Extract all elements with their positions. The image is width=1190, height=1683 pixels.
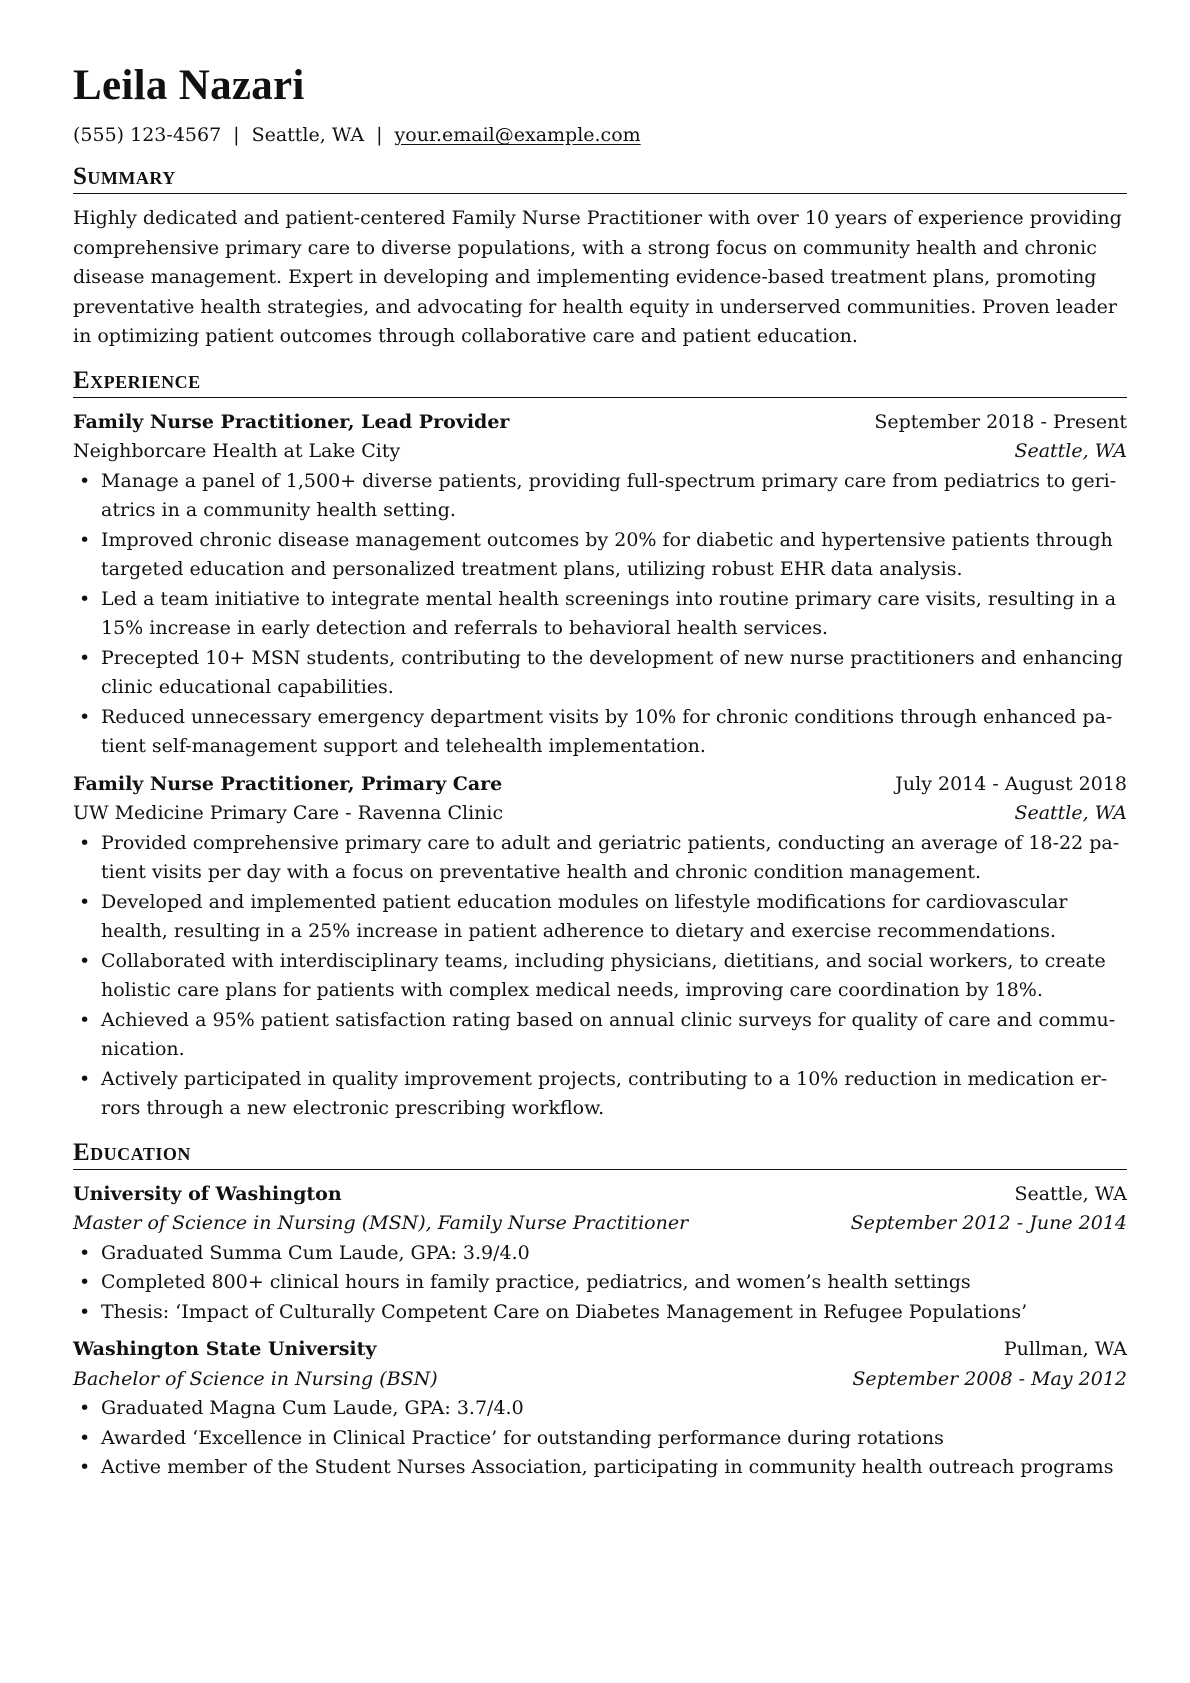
degree-dates: September 2008 - May 2012 — [852, 1367, 1127, 1390]
contact-separator: | — [233, 124, 240, 146]
contact-location: Seattle, WA — [251, 124, 365, 146]
education-section — [73, 1138, 1127, 1483]
candidate-name: Leila Nazari — [73, 62, 305, 109]
degree-row — [73, 1209, 1127, 1239]
list-item: • Manage a panel of 1,500+ diverse patients, providing full-spectrum primary care from pediatrics to geriatrics in a community health setting. — [73, 467, 1127, 526]
list-item: • Thesis: ‘Impact of Culturally Competent Care on Diabetes Management in Refugee Populations’ — [73, 1298, 1127, 1328]
list-item: • Actively participated in quality improvement projects, contributing to a 10% reduction in medication errors through a new electronic prescribing workflow. — [73, 1065, 1127, 1124]
job-employer: Neighborcare Health at Lake City — [73, 440, 401, 462]
list-item: • Graduated Magna Cum Laude, GPA: 3.7/4.0 — [73, 1394, 1127, 1424]
section-title-summary: Summary — [73, 162, 1127, 194]
degree-name: Master of Science in Nursing (MSN), Family Nurse Practitioner — [73, 1212, 689, 1234]
school-location: Seattle, WA — [1014, 1182, 1127, 1205]
list-item: • Completed 800+ clinical hours in family practice, pediatrics, and women’s health settings — [73, 1268, 1127, 1298]
job-location: Seattle, WA — [1014, 802, 1127, 824]
list-item: • Collaborated with interdisciplinary teams, including physicians, dietitians, and social workers, to create holistic care plans for patients with complex medical needs, improving care coordination by 18%. — [73, 947, 1127, 1006]
job-entry — [73, 408, 1127, 762]
job-employer: UW Medicine Primary Care - Ravenna Clinic — [73, 802, 504, 824]
education-entry — [73, 1335, 1127, 1483]
school-name: University of Washington — [73, 1182, 342, 1205]
list-item: • Reduced unnecessary emergency department visits by 10% for chronic conditions through enhanced patient self-management support and telehealth implementation. — [73, 703, 1127, 762]
school-name: Washington State University — [73, 1338, 377, 1360]
list-item: • Developed and implemented patient education modules on lifestyle modifications for cardiovascular health, resulting in a 25% increase in patient adherence to dietary and exercise recommendations. — [73, 888, 1127, 947]
job-header-row — [73, 770, 1127, 800]
list-item: • Improved chronic disease management outcomes by 20% for diabetic and hypertensive patients through targeted education and personalized treatment plans, utilizing robust EHR data analysis. — [73, 526, 1127, 585]
degree-dates: September 2012 - June 2014 — [850, 1212, 1127, 1234]
summary-section — [73, 162, 1127, 352]
school-header-row — [73, 1180, 1127, 1210]
job-dates: July 2014 - August 2018 — [895, 772, 1127, 795]
experience-section — [73, 366, 1127, 1124]
job-header-row — [73, 408, 1127, 438]
list-item: • Active member of the Student Nurses Association, participating in community health outreach programs — [73, 1453, 1127, 1483]
list-item: • Provided comprehensive primary care to adult and geriatric patients, conducting an average of 18-22 patient visits per day with a focus on preventative health and chronic condition management. — [73, 829, 1127, 888]
list-item: • Precepted 10+ MSN students, contributing to the development of new nurse practitioners and enhancing clinic educational capabilities. — [73, 644, 1127, 703]
job-entry — [73, 770, 1127, 1124]
job-bullets — [73, 829, 1127, 1124]
degree-row — [73, 1365, 1127, 1395]
email-link[interactable]: your.email@example.com — [394, 124, 641, 146]
list-item: • Graduated Summa Cum Laude, GPA: 3.9/4.0 — [73, 1239, 1127, 1269]
job-role: Family Nurse Practitioner, Primary Care — [73, 772, 503, 795]
phone-number: (555) 123-4567 — [73, 124, 222, 146]
school-location: Pullman, WA — [1003, 1338, 1127, 1360]
contact-line — [73, 122, 1127, 148]
list-item: • Led a team initiative to integrate mental health screenings into routine primary care visits, resulting in a 15% increase in early detection and referrals to behavioral health services. — [73, 585, 1127, 644]
job-employer-row — [73, 799, 1127, 829]
job-bullets — [73, 467, 1127, 762]
job-employer-row — [73, 437, 1127, 467]
degree-name: Bachelor of Science in Nursing (BSN) — [73, 1367, 438, 1390]
section-title-education: Education — [73, 1138, 1127, 1170]
section-title-experience: Experience — [73, 366, 1127, 398]
job-location: Seattle, WA — [1014, 440, 1127, 462]
job-role: Family Nurse Practitioner, Lead Provider — [73, 410, 510, 433]
job-dates: September 2018 - Present — [874, 410, 1127, 433]
education-bullets — [73, 1394, 1127, 1483]
list-item: • Awarded ‘Excellence in Clinical Practice’ for outstanding performance during rotations — [73, 1424, 1127, 1454]
summary-text: Highly dedicated and patient-centered Family Nurse Practitioner with over 10 years of experience providing comprehensive primary care to diverse populations, with a strong focus on community health and chronic disease management. Expert in developing and implementing evidence-based treatment plans, promoting preventative health strategies, and advocating for health equity in underserved communities. Proven leader in optimizing patient outcomes through collaborative care and patient education. — [73, 207, 1122, 347]
contact-separator: | — [376, 124, 383, 146]
list-item: • Achieved a 95% patient satisfaction rating based on annual clinic surveys for quality of care and communication. — [73, 1006, 1127, 1065]
education-entry — [73, 1180, 1127, 1328]
education-bullets — [73, 1239, 1127, 1328]
school-header-row — [73, 1335, 1127, 1365]
